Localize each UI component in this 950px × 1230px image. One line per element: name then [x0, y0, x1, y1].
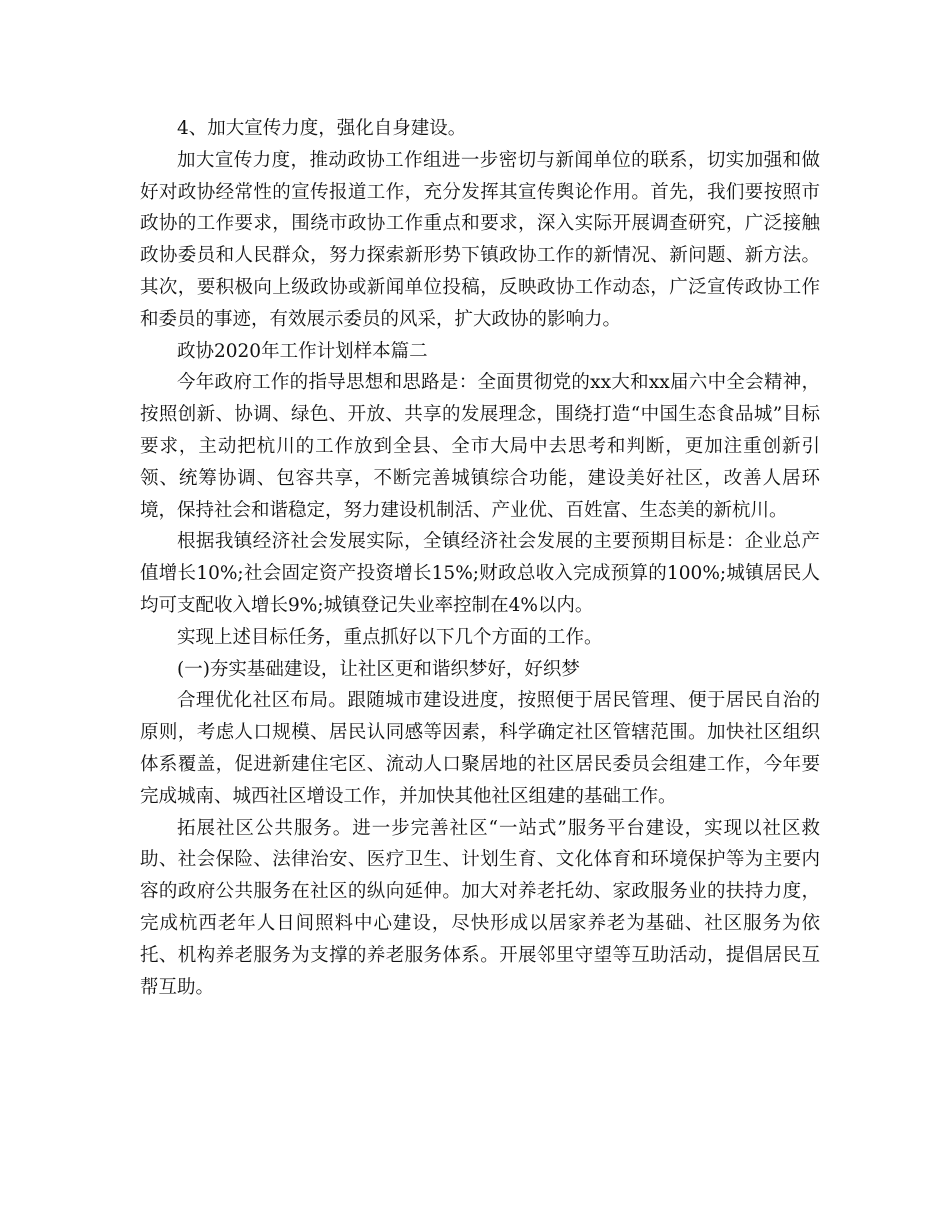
body-paragraph: 实现上述目标任务，重点抓好以下几个方面的工作。: [177, 626, 603, 648]
article-title: 政协2020年工作计划样本篇二: [177, 340, 428, 362]
subsection-heading: (一)夯实基础建设，让社区更和谐织梦好，好织梦: [177, 658, 580, 680]
body-paragraph: 根据我镇经济社会发展实际，全镇经济社会发展的主要预期目标是：企业总产值增长10%;社会固定资产投资增长15%;财政总收入完成预算的100%;城镇居民人均可支配收入增长9%;城镇登记失业率控制在4%以内。: [140, 531, 820, 616]
body-paragraph: 拓展社区公共服务。进一步完善社区“一站式”服务平台建设，实现以社区救助、社会保险、法律治安、医疗卫生、计划生育、文化体育和环境保护等为主要内容的政府公共服务在社区的纵向延伸。加大对养老托幼、家政服务业的扶持力度，完成杭西老年人日间照料中心建设，尽快形成以居家养老为基础、社区服务为依托、机构养老服务为支撑的养老服务体系。开展邻里守望等互助活动，提倡居民互帮互助。: [140, 817, 820, 998]
document-body: [140, 113, 820, 1003]
body-paragraph: 今年政府工作的指导思想和思路是：全面贯彻党的xx大和xx届六中全会精神，按照创新、协调、绿色、开放、共享的发展理念，围绕打造“中国生态食品城”目标要求，主动把杭川的工作放到全县、全市大局中去思考和判断，更加注重创新引领、统筹协调、包容共享，不断完善城镇综合功能，建设美好社区，改善人居环境，保持社会和谐稳定，努力建设机制活、产业优、百姓富、生态美的新杭川。: [140, 372, 820, 521]
section-heading-4: 4、加大宣传力度，强化自身建设。: [177, 118, 467, 139]
body-paragraph: 加大宣传力度，推动政协工作组进一步密切与新闻单位的联系，切实加强和做好对政协经常性的宣传报道工作，充分发挥其宣传舆论作用。首先，我们要按照市政协的工作要求，围绕市政协工作重点和要求，深入实际开展调查研究，广泛接触政协委员和人民群众，努力探索新形势下镇政协工作的新情况、新问题、新方法。其次，要积极向上级政协或新闻单位投稿，反映政协工作动态，广泛宣传政协工作和委员的事迹，有效展示委员的风采，扩大政协的影响力。: [140, 149, 820, 330]
body-paragraph: 合理优化社区布局。跟随城市建设进度，按照便于居民管理、便于居民自治的原则，考虑人口规模、居民认同感等因素，科学确定社区管辖范围。加快社区组织体系覆盖，促进新建住宅区、流动人口聚居地的社区居民委员会组建工作，今年要完成城南、城西社区增设工作，并加快其他社区组建的基础工作。: [140, 690, 820, 807]
